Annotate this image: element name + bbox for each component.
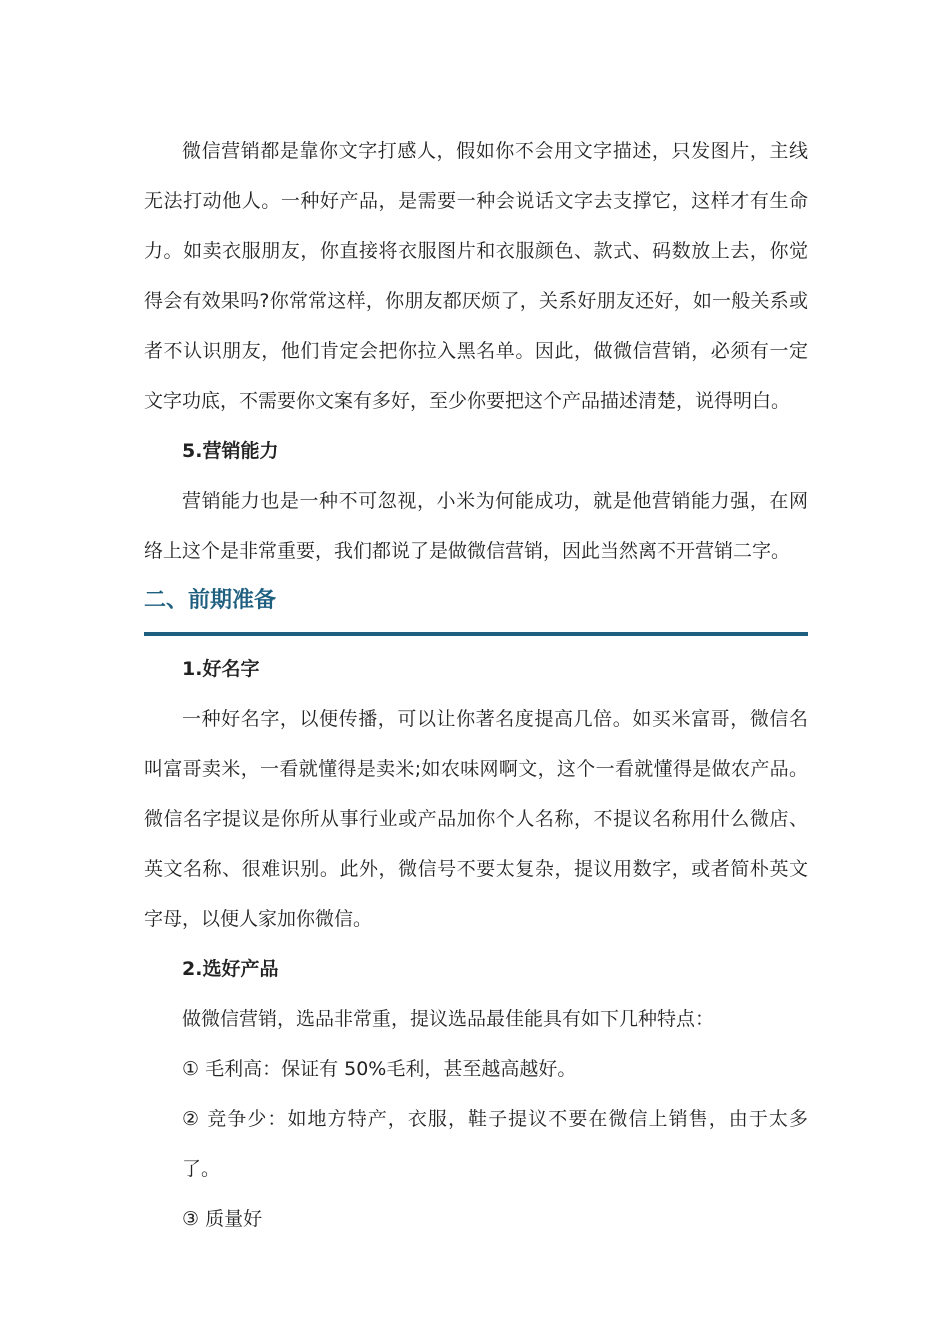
paragraph-marketing-ability: 营销能力也是一种不可忽视，小米为何能成功，就是他营销能力强，在网络上这个是非常重要，我们都说了是做微信营销，因此当然离不开营销二字。 [144, 490, 808, 562]
paragraph-copywriting: 微信营销都是靠你文字打感人，假如你不会用文字描述，只发图片，主线无法打动他人。一种好产品，是需要一种会说话文字去支撑它，这样才有生命力。如卖衣服朋友，你直接将衣服图片和衣服颜色、款式、码数放上去，你觉得会有效果吗?你常常这样，你朋友都厌烦了，关系好朋友还好，如一般关系或者不认识朋友，他们肯定会把你拉入黑名单。因此，做微信营销，必须有一定文字功底，不需要你文案有多好，至少你要把这个产品描述清楚，说得明白。 [144, 140, 808, 412]
subheading-good-name: 1.好名字 [182, 658, 260, 680]
subheading-marketing-ability: 5.营销能力 [182, 440, 279, 462]
list-item-good-quality: ③ 质量好 [182, 1208, 263, 1230]
list-item-high-margin: ① 毛利高：保证有 50%毛利，甚至越高越好。 [182, 1058, 577, 1080]
document-page [144, 126, 808, 1244]
subheading-choose-product: 2.选好产品 [182, 958, 279, 980]
paragraph-choose-product-intro: 做微信营销，选品非常重，提议选品最佳能具有如下几种特点： [182, 1008, 715, 1030]
section-heading-preparation: 二、前期准备 [144, 576, 808, 636]
list-item-low-competition: ② 竞争少：如地方特产，衣服，鞋子提议不要在微信上销售，由于太多了。 [182, 1108, 808, 1180]
paragraph-good-name: 一种好名字，以便传播，可以让你著名度提高几倍。如买米富哥，微信名叫富哥卖米，一看就懂得是卖米;如农味网啊文，这个一看就懂得是做农产品。微信名字提议是你所从事行业或产品加你个人名称，不提议名称用什么微店、英文名称、很难识别。此外，微信号不要太复杂，提议用数字，或者简朴英文字母，以便人家加你微信。 [144, 708, 808, 930]
